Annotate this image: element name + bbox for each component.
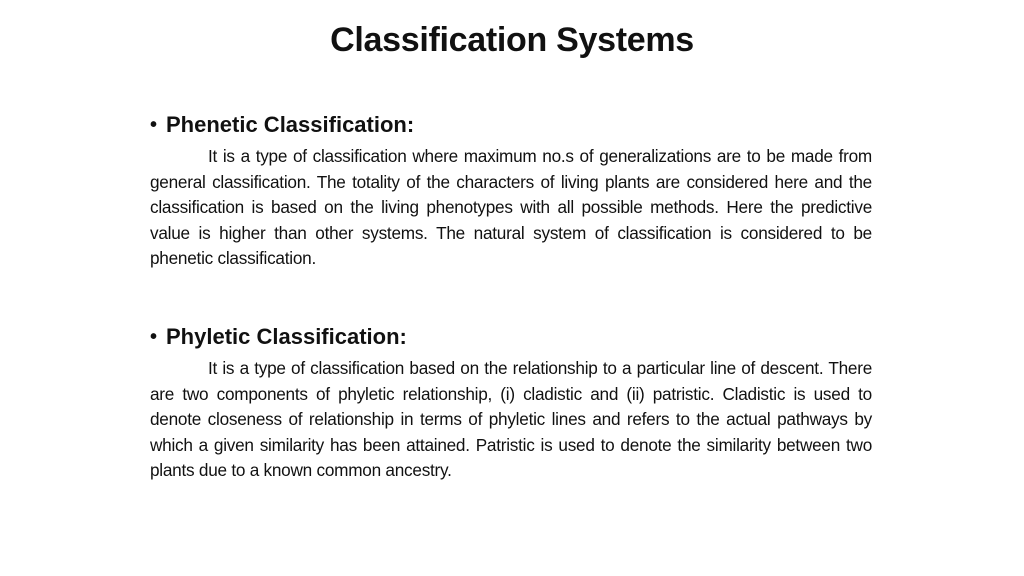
section-heading <box>150 110 872 140</box>
bullet-icon: • <box>150 114 158 136</box>
section-paragraph: It is a type of classification based on the relationship to a particular line of descent. There are two components of phyletic relationship, (i) cladistic and (ii) patristic. Cladistic is used to denote closeness of relationship in terms of phyletic lines and refers to the actual pathways by which a given similarity has been attained. Patristic is used to denote the similarity between two plants due to a known common ancestry. <box>150 358 872 480</box>
section-heading-text: Phyletic Classification: <box>166 324 407 349</box>
section-phenetic-classification <box>150 110 872 272</box>
section-paragraph: It is a type of classification where maximum no.s of generalizations are to be made from general classification. The totality of the characters of living plants are considered here and the classification is based on the living phenotypes with all possible methods. Here the predictive value is higher than other systems. The natural system of classification is considered to be phenetic classification. <box>150 146 872 268</box>
section-heading-text: Phenetic Classification: <box>166 112 415 137</box>
slide-title: Classification Systems <box>330 21 694 59</box>
bullet-icon: • <box>150 326 158 348</box>
section-heading <box>150 322 872 352</box>
section-phyletic-classification <box>150 322 872 484</box>
